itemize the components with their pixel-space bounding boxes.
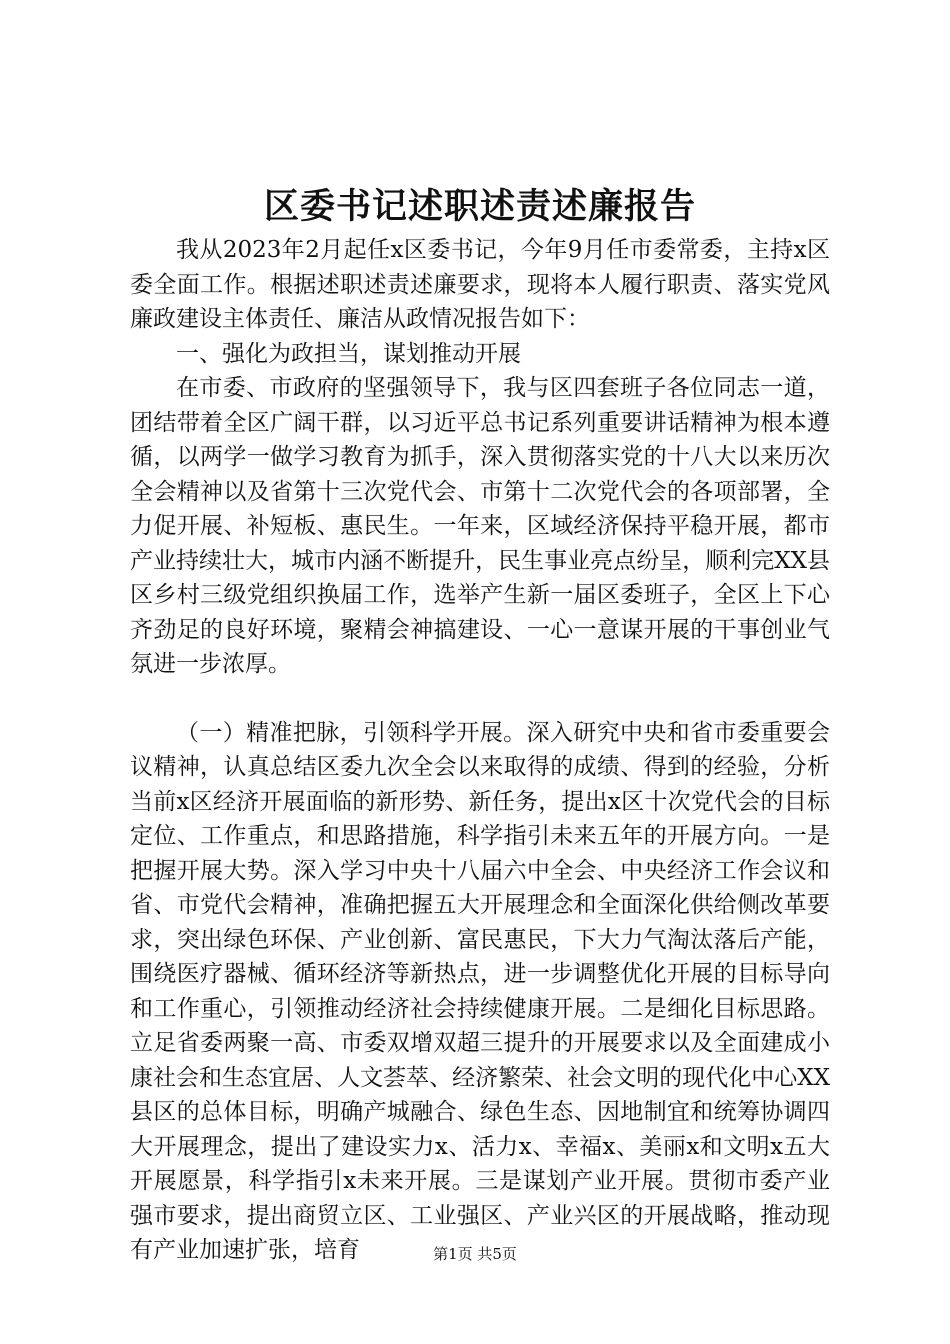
body-paragraph: （一）精准把脉，引领科学开展。深入研究中央和省市委重要会议精神，认真总结区委九次全会以来取得的成绩、得到的经验，分析当前x区经济开展面临的新形势、新任务，提出x区十次党代会的目标定位、工作重点，和思路措施，科学指引未来五年的开展方向。一是把握开展大势。深入学习中央十八届六中全会、中央经济工作会议和省、市党代会精神，准确把握五大开展理念和全面深化供给侧改革要求，突出绿色环保、产业创新、富民惠民，下大力气淘汰落后产能，围绕医疗器械、循环经济等新热点，进一步调整优化开展的目标导向和工作重心，引领推动经济社会持续健康开展。二是细化目标思路。立足省委两聚一高、市委双增双超三提升的开展要求以及全面建成小康社会和生态宜居、人文荟萃、经济繁荣、社会文明的现代化中心XX县区的总体目标，明确产城融合、绿色生态、因地制宜和统筹协调四大开展理念，提出了建设实力x、活力x、幸福x、美丽x和文明x五大开展愿景，科学指引x未来开展。三是谋划产业开展。贯彻市委产业强市要求，提出商贸立区、工业强区、产业兴区的开展战略，推动现有产业加速扩张，培育 xyxy=(130,719,830,1263)
body-paragraph: 在市委、市政府的坚强领导下，我与区四套班子各位同志一道，团结带着全区广阔干群，以习近平总书记系列重要讲话精神为根本遵循，以两学一做学习教育为抓手，深入贯彻落实党的十八大以来历次全会精神以及省第十三次党代会、市第十二次党代会的各项部署，全力促开展、补短板、惠民生。一年来，区域经济保持平稳开展，都市产业持续壮大，城市内涵不断提升，民生事业亮点纷呈，顺利完XX县区乡村三级党组织换届工作，选举产生新一届区委班子，全区上下心齐劲足的良好环境，聚精会神搞建设、一心一意谋开展的干事创业气氛进一步浓厚。 xyxy=(130,375,830,677)
section-heading: 一、强化为政担当，谋划推动开展 xyxy=(176,340,521,367)
intro-paragraph: 我从2023年2月起任x区委书记，今年9月任市委常委，主持x区委全面工作。根据述职述责述廉要求，现将本人履行职责、落实党风廉政建设主体责任、廉洁从政情况报告如下： xyxy=(130,237,830,332)
page-footer: 第1页 共5页 xyxy=(433,1245,517,1263)
paragraph-spacer xyxy=(130,682,830,716)
document-title: 区委书记述职述责述廉报告 xyxy=(263,186,696,227)
document-body xyxy=(130,233,830,1268)
